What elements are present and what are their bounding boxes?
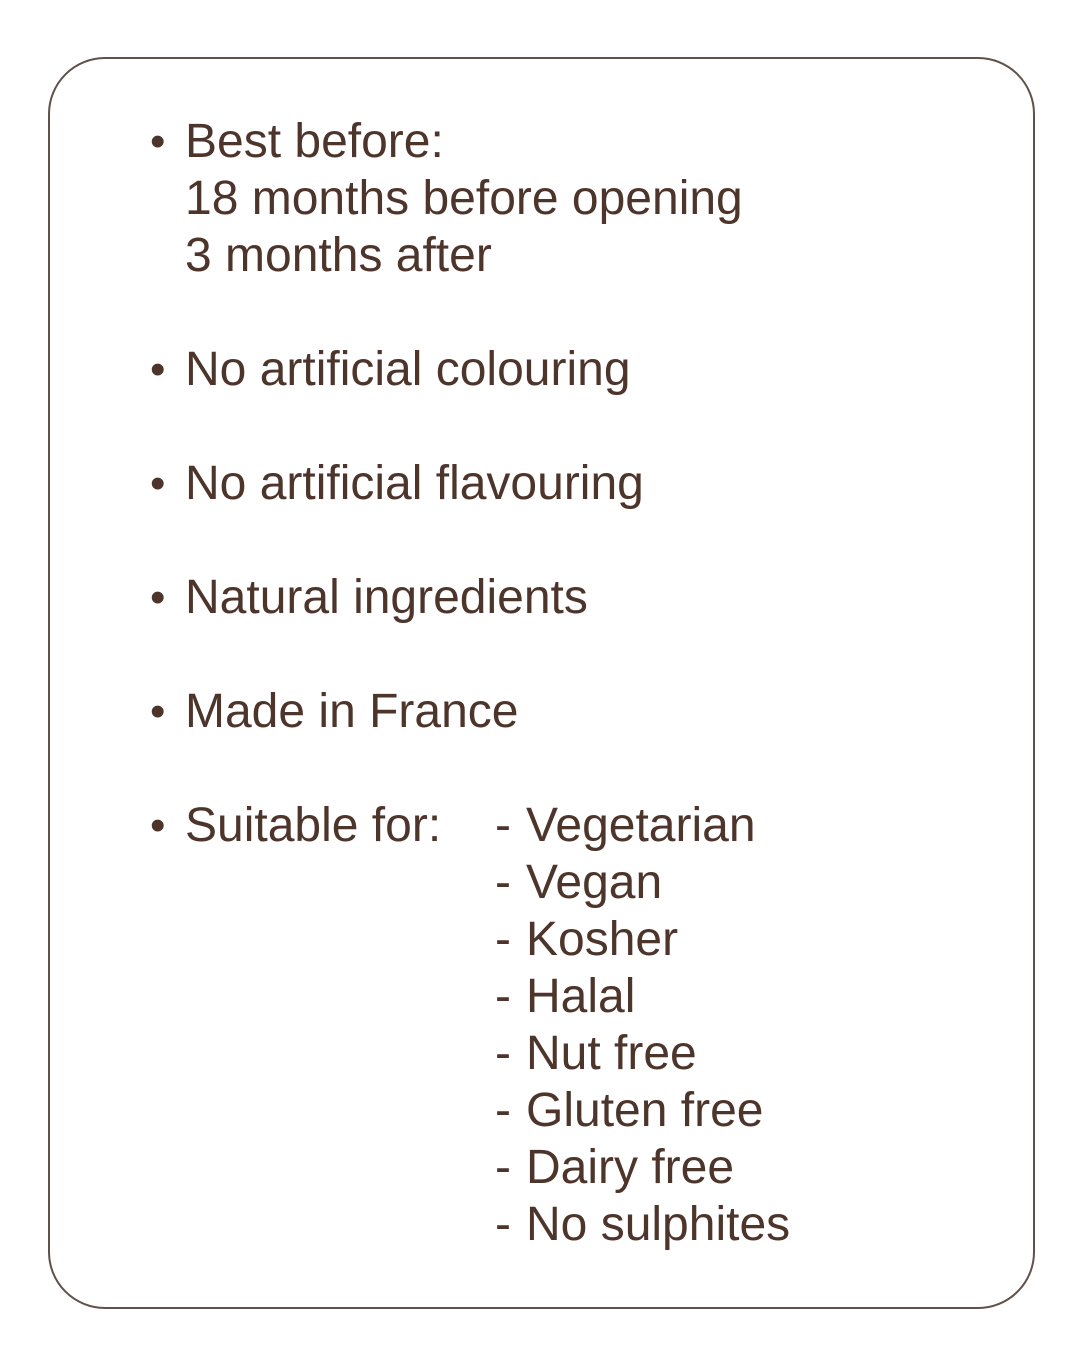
item-text: Natural ingredients (185, 571, 588, 624)
bullet-icon: • (150, 117, 166, 166)
best-before-content (185, 113, 1003, 284)
bullet-item-made-in-france (150, 683, 1003, 740)
diet-label: Halal (526, 970, 636, 1023)
diet-label: Nut free (526, 1027, 697, 1080)
diet-item-vegetarian (495, 797, 1003, 854)
diet-label: Gluten free (526, 1084, 764, 1137)
diet-item-halal (495, 968, 1003, 1025)
dash-icon: - (495, 1084, 511, 1137)
diet-label: Kosher (526, 913, 679, 966)
dash-icon: - (495, 1027, 511, 1080)
best-before-title: Best before: (185, 115, 444, 168)
suitable-for-list (495, 797, 1003, 1253)
bullet-item-suitable-for (150, 797, 1003, 1253)
label-card (48, 57, 1035, 1309)
diet-item-gluten-free (495, 1082, 1003, 1139)
diet-label: Dairy free (526, 1141, 735, 1194)
item-text: No artificial flavouring (185, 457, 644, 510)
bullet-item-best-before (150, 113, 1003, 284)
item-text: Made in France (185, 685, 519, 738)
diet-item-nut-free (495, 1025, 1003, 1082)
dash-icon: - (495, 970, 511, 1023)
bullet-icon: • (150, 459, 166, 508)
diet-item-dairy-free (495, 1139, 1003, 1196)
diet-label: Vegetarian (526, 799, 756, 852)
suitable-for-content (185, 797, 1003, 1253)
item-text: No artificial colouring (185, 343, 631, 396)
bullet-icon: • (150, 687, 166, 736)
dash-icon: - (495, 1141, 511, 1194)
bullet-item-natural-ingredients (150, 569, 1003, 626)
bullet-icon: • (150, 573, 166, 622)
diet-item-kosher (495, 911, 1003, 968)
dash-icon: - (495, 856, 511, 909)
dash-icon: - (495, 913, 511, 966)
dash-icon: - (495, 1198, 511, 1251)
best-before-line-opening: 18 months before opening (185, 172, 743, 225)
bullet-icon: • (150, 345, 166, 394)
suitable-for-label: Suitable for: (185, 799, 442, 852)
diet-item-vegan (495, 854, 1003, 911)
dash-icon: - (495, 799, 511, 852)
bullet-item-no-artificial-flavouring (150, 455, 1003, 512)
best-before-line-after: 3 months after (185, 229, 492, 282)
diet-label: No sulphites (526, 1198, 791, 1251)
bullet-item-no-artificial-colouring (150, 341, 1003, 398)
diet-item-no-sulphites (495, 1196, 1003, 1253)
diet-label: Vegan (526, 856, 663, 909)
bullet-icon: • (150, 801, 166, 850)
